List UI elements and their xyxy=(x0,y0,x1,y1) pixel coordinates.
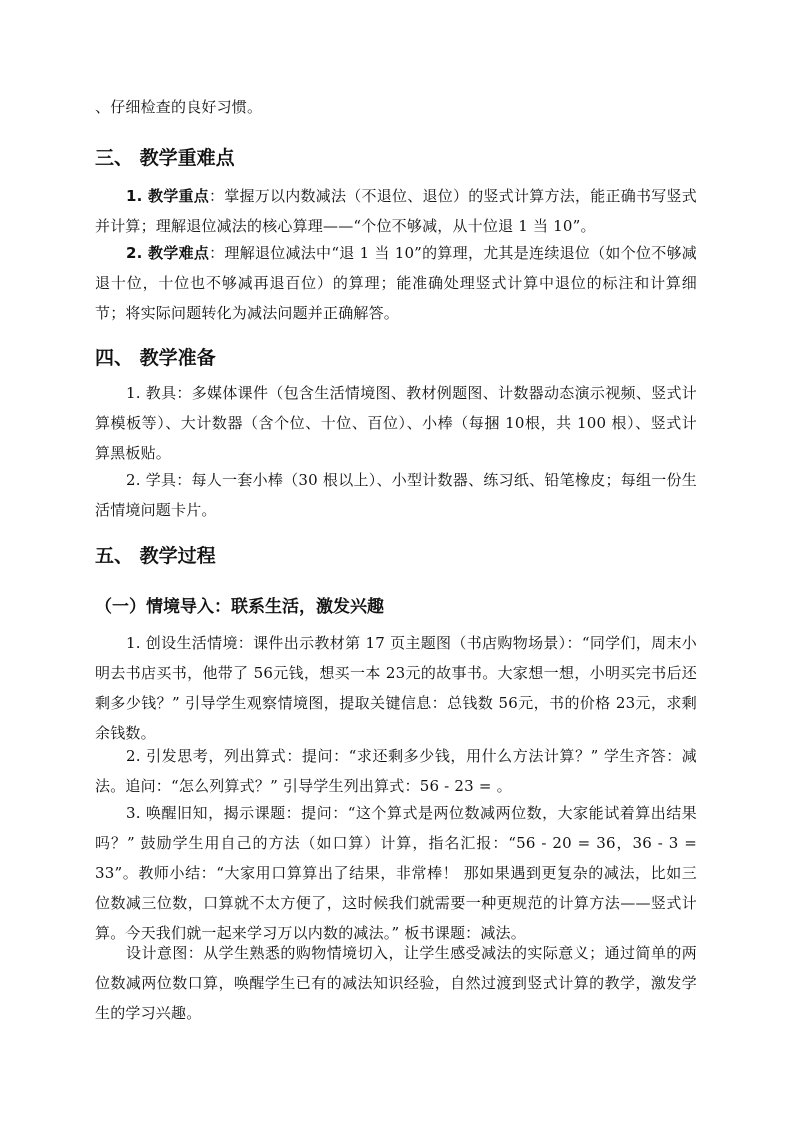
process-paragraph-1: 1. 创设生活情境：课件出示教材第 17 页主题图（书店购物场景）：“同学们，周末小明去书店买书，他带了 56元钱，想买一本 23元的故事书。大家想一想，小明买完书后还剩多少钱？” 引导学生观察情境图，提取关键信息：总钱数 56元，书的价格 23元，求剩余钱数。 xyxy=(95,634,697,742)
top-line: 、仔细检查的良好习惯。 xyxy=(95,98,263,116)
design-intent-paragraph: 设计意图：从学生熟悉的购物情境切入，让学生感受减法的实际意义；通过简单的两位数减两位数口算，唤醒学生已有的减法知识经验，自然过渡到竖式计算的教学，激发学生的学习兴趣。 xyxy=(95,944,697,1022)
key-point-text: ：掌握万以内数减法（不退位、退位）的竖式计算方法，能正确书写竖式并计算；理解退位减法的核心算理——“个位不够减，从十位退 1 当 10”。 xyxy=(95,187,697,235)
section-4-heading: 四、 教学准备 xyxy=(95,347,216,369)
section-5-subheading: （一）情境导入：联系生活，激发兴趣 xyxy=(95,597,384,617)
process-paragraph-2: 2. 引发思考，列出算式：提问：“求还剩多少钱，用什么方法计算？” 学生齐答：减法。追问：“怎么列算式？” 引导学生列出算式：56 - 23 = 。 xyxy=(95,747,697,795)
difficult-point-paragraph xyxy=(95,238,697,328)
teaching-aids-paragraph: 1. 教具：多媒体课件（包含生活情境图、教材例题图、计数器动态演示视频、竖式计算模板等）、大计数器（含个位、十位、百位）、小棒（每捆 10根，共 100 根）、竖式计算黑板贴。 xyxy=(95,384,697,462)
process-paragraph-3: 3. 唤醒旧知，揭示课题：提问：“这个算式是两位数减两位数，大家能试着算出结果吗？” 鼓励学生用自己的方法（如口算）计算，指名汇报：“56 - 20 = 36，36 - 3 = 33”。教师小结：“大家用口算算出了结果，非常棒！ 那如果遇到更复杂的减法，比如三位数减三位数，口算就不太方便了，这时候我们就需要一种更规范的计算方法——竖式计算。今天我们就一起来学习万以内数的减法。” 板书课题：减法。 xyxy=(95,804,697,942)
key-point-label: 1. 教学重点 xyxy=(126,187,210,205)
difficult-point-text: ：理解退位减法中“退 1 当 10”的算理，尤其是连续退位（如个位不够减退十位，十位也不够减再退百位）的算理；能准确处理竖式计算中退位的标注和计算细节；将实际问题转化为减法问题并正确解答。 xyxy=(95,244,697,322)
section-5-heading: 五、 教学过程 xyxy=(95,545,216,567)
learning-aids-paragraph: 2. 学具：每人一套小棒（30 根以上）、小型计数器、练习纸、铅笔橡皮；每组一份生活情境问题卡片。 xyxy=(95,471,697,519)
difficult-point-label: 2. 教学难点 xyxy=(126,244,210,262)
section-3-heading: 三、 教学重难点 xyxy=(95,147,235,169)
key-point-paragraph xyxy=(95,181,697,241)
